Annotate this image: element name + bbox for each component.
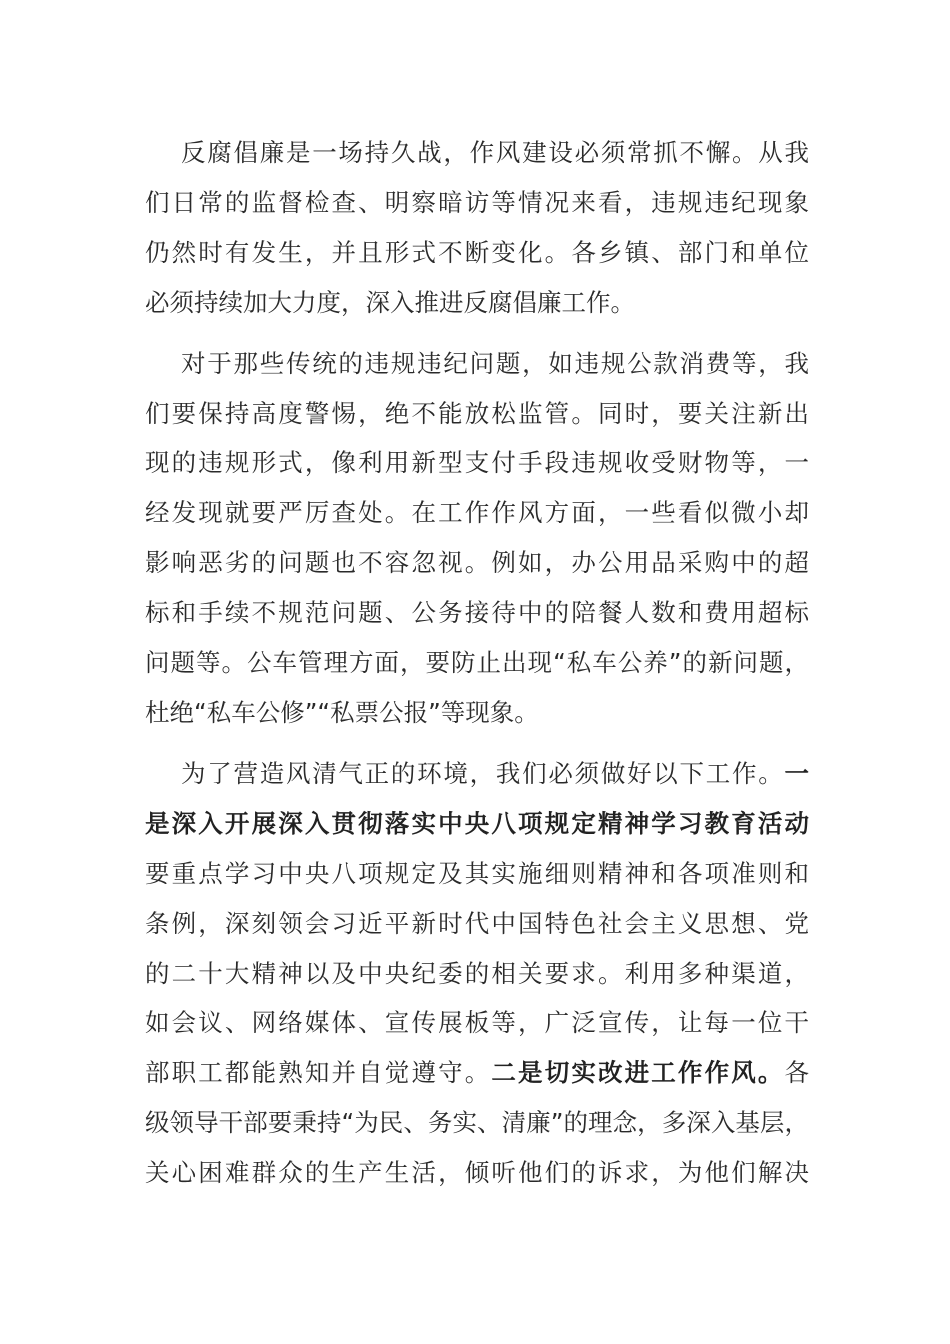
paragraph-line: 级领导干部要秉持“为民、务实、清廉”的理念，多深入基层， <box>145 1108 809 1138</box>
paragraph-line: 如会议、网络媒体、宣传展板等，广泛宣传，让每一位干 <box>145 1008 809 1038</box>
document-body <box>145 128 809 1209</box>
paragraph-text: 为了营造风清气正的环境，我们必须做好以下工作。 <box>181 758 785 788</box>
paragraph-line: 杜绝“私车公修”“私票公报”等现象。 <box>145 697 539 727</box>
paragraph-line: 经发现就要严厉查处。在工作作风方面，一些看似微小却 <box>145 498 809 528</box>
paragraph-line: 影响恶劣的问题也不容忽视。例如，办公用品采购中的超 <box>145 548 809 578</box>
paragraph-text: 部职工都能熟知并自觉遵守。 <box>145 1058 492 1088</box>
bold-heading-text: 是深入开展深入贯彻落实中央八项规定精神学习教育活动 <box>145 808 809 838</box>
paragraph-line: 问题等。公车管理方面，要防止出现“私车公养”的新问题， <box>145 648 809 678</box>
paragraph-line: 反腐倡廉是一场持久战，作风建设必须常抓不懈。从我 <box>181 138 809 167</box>
paragraph-3 <box>145 749 809 1198</box>
paragraph-line <box>145 749 809 799</box>
paragraph-line: 必须持续加大力度，深入推进反腐倡廉工作。 <box>145 287 635 317</box>
paragraph-line <box>145 1048 809 1098</box>
paragraph-line: 仍然时有发生，并且形式不断变化。各乡镇、部门和单位 <box>145 237 809 267</box>
paragraph-line: 要重点学习中央八项规定及其实施细则精神和各项准则和 <box>145 858 809 888</box>
paragraph-line: 标和手续不规范问题、公务接待中的陪餐人数和费用超标 <box>145 598 809 628</box>
paragraph-text: 各 <box>784 1058 810 1088</box>
paragraph-line: 们日常的监督检查、明察暗访等情况来看，违规违纪现象 <box>145 187 809 217</box>
bold-heading-text: 二是切实改进工作作风。 <box>491 1058 785 1088</box>
paragraph-1 <box>145 128 809 328</box>
paragraph-line: 们要保持高度警惕，绝不能放松监管。同时，要关注新出 <box>145 398 809 428</box>
paragraph-line: 的二十大精神以及中央纪委的相关要求。利用多种渠道， <box>145 958 809 988</box>
paragraph-2 <box>145 339 809 738</box>
paragraph-line: 现的违规形式，像利用新型支付手段违规收受财物等，一 <box>145 448 809 478</box>
paragraph-line: 对于那些传统的违规违纪问题，如违规公款消费等，我 <box>181 348 809 378</box>
paragraph-line: 条例，深刻领会习近平新时代中国特色社会主义思想、党 <box>145 908 809 938</box>
bold-heading-text: 一 <box>784 758 809 788</box>
paragraph-line: 关心困难群众的生产生活，倾听他们的诉求，为他们解决 <box>145 1158 809 1188</box>
